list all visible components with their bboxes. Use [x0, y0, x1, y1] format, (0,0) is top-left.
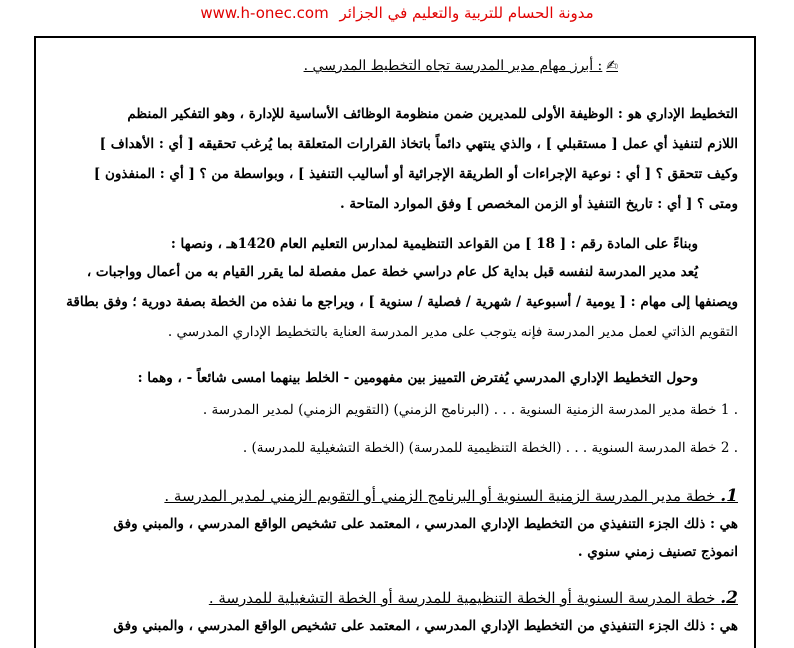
list-item — [243, 440, 738, 456]
section1-line1: هي : ذلك الجزء التنفيذي من التخطيط الإداري المدرسي ، المعتمد على تشخيص الواقع المدرسي ، والمبني وفق — [113, 516, 738, 532]
list-item-number: 2 . — [720, 440, 738, 456]
paragraph1-line4: ومتى ؟ [ أي : تاريخ التنفيذ أو الزمن المخصص ] وفق الموارد المتاحة . — [340, 196, 738, 212]
paragraph1-line1: التخطيط الإداري هو : الوظيفة الأولى للمديرين ضمن منظومة الوظائف الأساسية للإدارة ، وهو التفكير المنظم — [127, 106, 738, 122]
section2-heading-text: خطة المدرسة السنوية أو الخطة التنظيمية للمدرسة أو الخطة التشغيلية للمدرسة . — [208, 589, 716, 607]
section2-heading — [209, 588, 738, 608]
section2-number: 2. — [720, 588, 738, 608]
document-title-text: : أبرز مهام مدير المدرسة تجاه التخطيط المدرسي . — [303, 58, 603, 74]
paragraph2-line3: ويصنفها إلى مهام : [ يومية / أسبوعية / شهرية / فصلية / سنوية ] ، ويراجع ما نفذه من الخطة بصفة دورية ؛ وفق بطاقة — [66, 294, 738, 310]
paragraph1-line2: اللازم لتنفيذ أي عمل [ مستقبلي ] ، والذي ينتهي دائماً باتخاذ القرارات المتعلقة بما يُرغب تحقيقه [ أي : الأهداف ] — [99, 136, 738, 152]
list-item-text: خطة المدرسة السنوية . . . (الخطة التنظيمية للمدرسة) (الخطة التشغيلية للمدرسة) . — [242, 440, 717, 456]
blog-title: مدونة الحسام للتربية والتعليم في الجزائر — [339, 4, 594, 22]
section2-line1: هي : ذلك الجزء التنفيذي من التخطيط الإداري المدرسي ، المعتمد على تشخيص الواقع المدرسي ، والمبني وفق — [113, 618, 738, 634]
section1-line2: انموذج تصنيف زمني سنوي . — [577, 544, 738, 560]
list-item-text: خطة مدير المدرسة الزمنية السنوية . . . (البرنامج الزمني) (التقويم الزمني) لمدير المدرسة . — [202, 402, 717, 418]
paragraph2-line4: التقويم الذاتي لعمل مدير المدرسة فإنه يتوجب على مدير المدرسة العناية بالتخطيط الإداري المدرسي . — [167, 324, 738, 340]
document-title — [304, 58, 618, 74]
writing-hand-icon: ✍ — [606, 58, 618, 74]
paragraph2-line2: يُعد مدير المدرسة لنفسه قبل بداية كل عام دراسي خطة عمل مفصلة لما يقرر القيام به من أعمال وواجبات ، — [86, 264, 698, 280]
section1-heading — [164, 486, 738, 506]
site-url-link[interactable]: www.h-onec.com — [200, 4, 329, 22]
paragraph2-line1: وبناءً على المادة رقم : [ 18 ] من القواعد التنظيمية لمدارس التعليم العام 1420هـ ، ونصها : — [170, 236, 698, 252]
section1-number: 1. — [720, 486, 738, 506]
list-item — [203, 402, 738, 418]
paragraph1-line3: وكيف تتحقق ؟ [ أي : نوعية الإجراءات أو الطريقة الإجرائية أو أساليب التنفيذ ] ، وبواسطة من ؟ [ أي : المنفذون ] — [93, 166, 738, 182]
section1-heading-text: خطة مدير المدرسة الزمنية السنوية أو البرنامج الزمني أو التقويم الزمني لمدير المدرسة . — [164, 487, 716, 505]
paragraph3-line1: وحول التخطيط الإداري المدرسي يُفترض التمييز بين مفهومين - الخلط بينهما امسى شائعاً - ، وهما : — [137, 370, 698, 386]
page-header — [0, 4, 794, 22]
list-item-number: 1 . — [720, 402, 738, 418]
